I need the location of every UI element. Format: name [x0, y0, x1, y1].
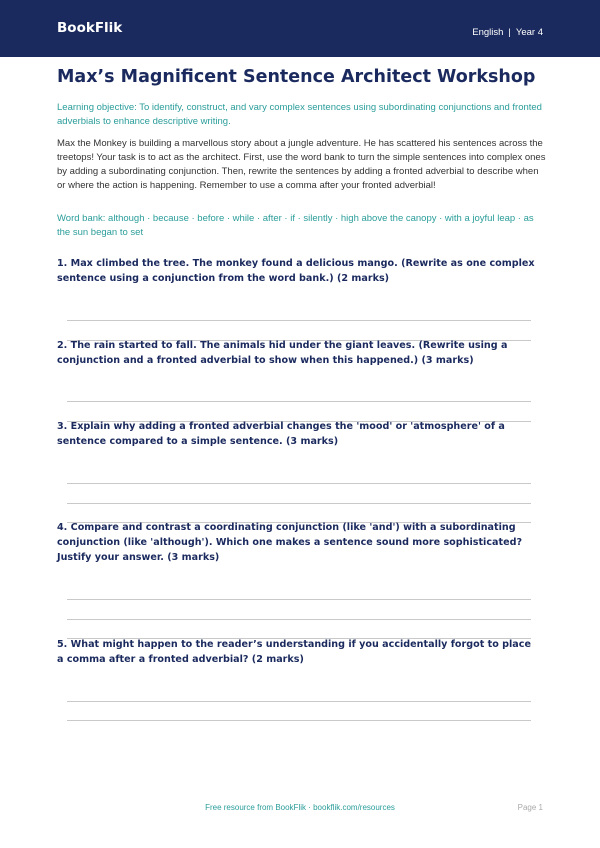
page-title: Max’s Magnificent Sentence Architect Workshop — [57, 67, 536, 87]
question-4: 4. Compare and contrast a coordinating conjunction (like 'and') with a subordinating conjunction (like 'although'). Which one makes a sentence sound more sophisticated? Justify your answer. (3 marks) — [57, 522, 523, 563]
answer-line[interactable] — [67, 320, 531, 321]
answer-line[interactable] — [67, 599, 531, 600]
question-1: 1. Max climbed the tree. The monkey found a delicious mango. (Rewrite as one complex sentence using a conjunction from the word bank.) (2 marks) — [57, 258, 535, 284]
header-meta — [472, 28, 543, 38]
question-5: 5. What might happen to the reader’s understanding if you accidentally forgot to place a comma after a fronted adverbial? (2 marks) — [57, 639, 531, 665]
question-3: 3. Explain why adding a fronted adverbial changes the 'mood' or 'atmosphere' of a sentence compared to a simple sentence. (3 marks) — [57, 421, 505, 447]
page-number: Page 1 — [517, 803, 543, 812]
subject-label: English — [472, 27, 504, 38]
answer-line[interactable] — [67, 720, 531, 721]
answer-line[interactable] — [67, 619, 531, 620]
intro-paragraph: Max the Monkey is building a marvellous story about a jungle adventure. He has scattered his sentences across the treetops! Your task is to act as the architect. First, use the word bank to turn the simple sentences into complex ones by adding a subordinating conjunction. Then, rewrite the sentences by adding a fronted adverbial to describe when or where the action is happening. Remember to use a comma after your fronted adverbial! — [57, 138, 546, 191]
header-bar — [0, 0, 600, 57]
question-2: 2. The rain started to fall. The animals hid under the giant leaves. (Rewrite using a conjunction and a fronted adverbial to show when this happened.) (3 marks) — [57, 340, 508, 366]
footer-link[interactable]: Free resource from BookFlik · bookflik.com/resources — [205, 803, 395, 812]
meta-separator: | — [508, 27, 511, 38]
brand-logo[interactable]: BookFlik — [57, 20, 123, 36]
answer-line[interactable] — [67, 401, 531, 402]
word-bank: Word bank: although · because · before · while · after · if · silently · high above the canopy · with a joyful leap · as the sun began to set — [57, 213, 534, 238]
year-label: Year 4 — [515, 27, 543, 38]
answer-line[interactable] — [67, 503, 531, 504]
answer-line[interactable] — [67, 483, 531, 484]
learning-objective: Learning objective: To identify, construct, and vary complex sentences using subordinating conjunctions and fronted adverbials to enhance descriptive writing. — [57, 102, 542, 127]
answer-line[interactable] — [67, 701, 531, 702]
